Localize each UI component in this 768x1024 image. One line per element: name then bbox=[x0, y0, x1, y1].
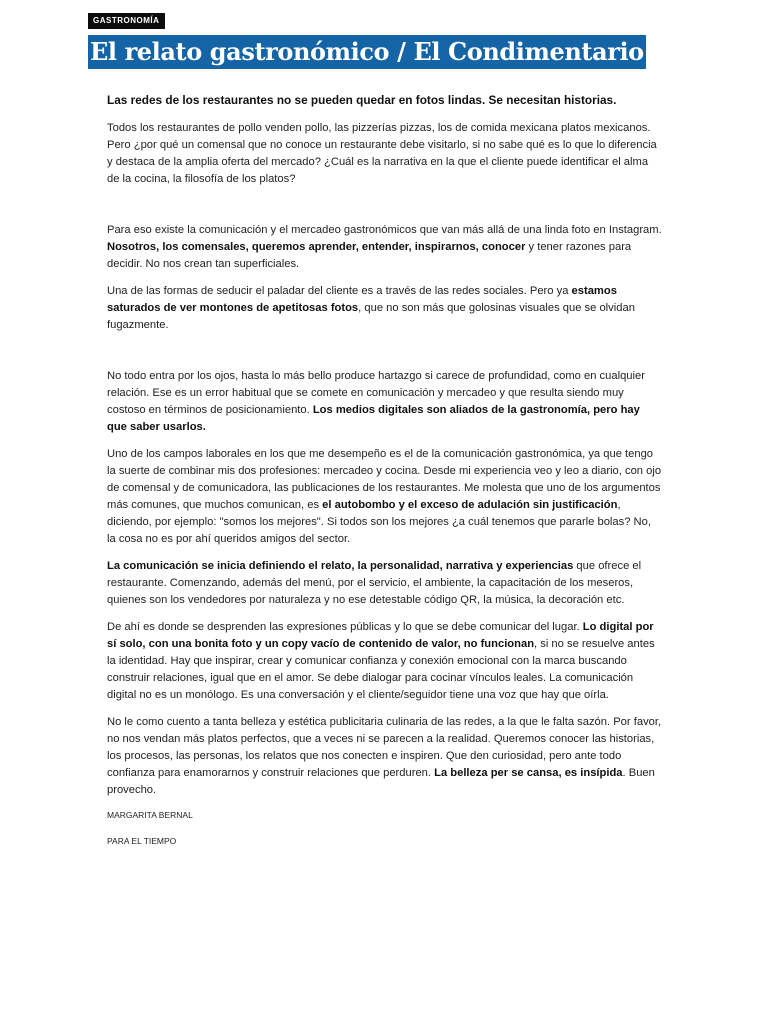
paragraph-3 bbox=[107, 283, 662, 334]
paragraph-5-text-end: , diciendo, por ejemplo: "somos los mejores". Si todos son los mejores ¿a cuál tenemos que pararle bolas? No, la cosa no es por ahí queridos amigos del sector. bbox=[107, 499, 651, 545]
article-body bbox=[107, 92, 662, 861]
paragraph-8 bbox=[107, 714, 662, 799]
paragraph-3-text: Una de las formas de seducir el paladar del cliente es a través de las redes sociales. Pero ya bbox=[107, 285, 572, 297]
paragraph-7-highlight: Lo digital por sí solo, con una bonita foto y un copy vacío de contenido de valor, no funcionan bbox=[107, 621, 654, 650]
paragraph-6 bbox=[107, 558, 662, 609]
paragraph-3-highlight: estamos saturados de ver montones de apetitosas fotos bbox=[107, 285, 617, 314]
paragraph-4-text: No todo entra por los ojos, hasta lo más bello produce hartazgo si carece de profundidad, como en cualquier relación. Ese es un error habitual que se comete en comunicación y mercadeo y que resulta siendo muy costoso en términos de posicionamiento. bbox=[107, 370, 645, 416]
paragraph-3-text-end: , que no son más que golosinas visuales que se olvidan fugazmente. bbox=[107, 302, 635, 331]
paragraph-1: Todos los restaurantes de pollo venden pollo, las pizzerías pizzas, los de comida mexicana platos mexicanos. Pero ¿por qué un comensal que no conoce un restaurante debe visitarlo, si no sabe qué es lo que lo diferencia y destaca de la amplia oferta del mercado? ¿Cuál es la narrativa en la que el cliente puede identificar el alma de la cocina, la filosofía de los platos? bbox=[107, 122, 657, 185]
paragraph-6-text: que ofrece el restaurante. Comenzando, además del menú, por el servicio, el ambiente, la capacitación de los meseros, quienes son los vendedores por naturaleza y no ese detestable código QR, la música, la decoración etc. bbox=[107, 560, 642, 606]
title-block bbox=[88, 35, 644, 69]
paragraph-5-text: Uno de los campos laborales en los que me desempeño es el de la comunicación gastronómica, ya que tengo la suerte de combinar mis dos profesiones: mercadeo y cocina. Desde mi experiencia veo y leo a diario, con ojo de comensal y de comunicadora, las publicaciones de los restaurantes. Me molesta que uno de los argumentos más comunes, que muchos comunican, es bbox=[107, 448, 662, 511]
article-lead: Las redes de los restaurantes no se pueden quedar en fotos lindas. Se necesitan historias. bbox=[107, 93, 617, 107]
paragraph-7-text: De ahí es donde se desprenden las expresiones públicas y lo que se debe comunicar del lugar. bbox=[107, 621, 583, 633]
source-byline: PARA EL TIEMPO bbox=[107, 836, 177, 846]
paragraph-7 bbox=[107, 619, 662, 704]
paragraph-2 bbox=[107, 222, 662, 273]
section-tag[interactable]: GASTRONOMÍA bbox=[88, 13, 165, 29]
article-title: El relato gastronómico / El Condimentario bbox=[88, 35, 646, 69]
paragraph-2-highlight: Nosotros, los comensales, queremos aprender, entender, inspirarnos, conocer bbox=[107, 241, 526, 253]
paragraph-8-text: No le como cuento a tanta belleza y estética publicitaria culinaria de las redes, a la que le falta sazón. Por favor, no nos vendan más platos perfectos, que a veces ni se parecen a la realidad. Queremos conocer las historias, los procesos, las personas, los relatos que nos conecten e inspiren. Que den curiosidad, pero ante todo confianza para enamorarnos y construir relaciones que perduren. bbox=[107, 716, 662, 779]
paragraph-2-text: Para eso existe la comunicación y el mercadeo gastronómicos que van más allá de una linda foto en Instagram. bbox=[107, 224, 662, 236]
paragraph-4-highlight: Los medios digitales son aliados de la gastronomía, pero hay que saber usarlos. bbox=[107, 404, 640, 433]
paragraph-8-highlight: La belleza per se cansa, es insípida bbox=[434, 767, 623, 779]
paragraph-4 bbox=[107, 368, 662, 436]
paragraph-6-highlight: La comunicación se inicia definiendo el relato, la personalidad, narrativa y experiencias bbox=[107, 560, 574, 572]
author-byline: MARGARITA BERNAL bbox=[107, 810, 193, 820]
paragraph-5 bbox=[107, 446, 662, 548]
paragraph-5-highlight: el autobombo y el exceso de adulación sin justificación bbox=[322, 499, 618, 511]
paragraph-7-text-end: , si no se resuelve antes la identidad. Hay que inspirar, crear y comunicar confianza y conexión emocional con la marca buscando construir relaciones, igual que en el amor. Se debe dialogar para cocinar vínculos leales. La comunicación digital no es un monólogo. Es una conversación y el cliente/seguidor tiene una voz que hay que oírla. bbox=[107, 638, 655, 701]
paragraph-2-text-end: y tener razones para decidir. No nos crean tan superficiales. bbox=[107, 241, 632, 270]
paragraph-8-text-end: . Buen provecho. bbox=[107, 767, 655, 796]
